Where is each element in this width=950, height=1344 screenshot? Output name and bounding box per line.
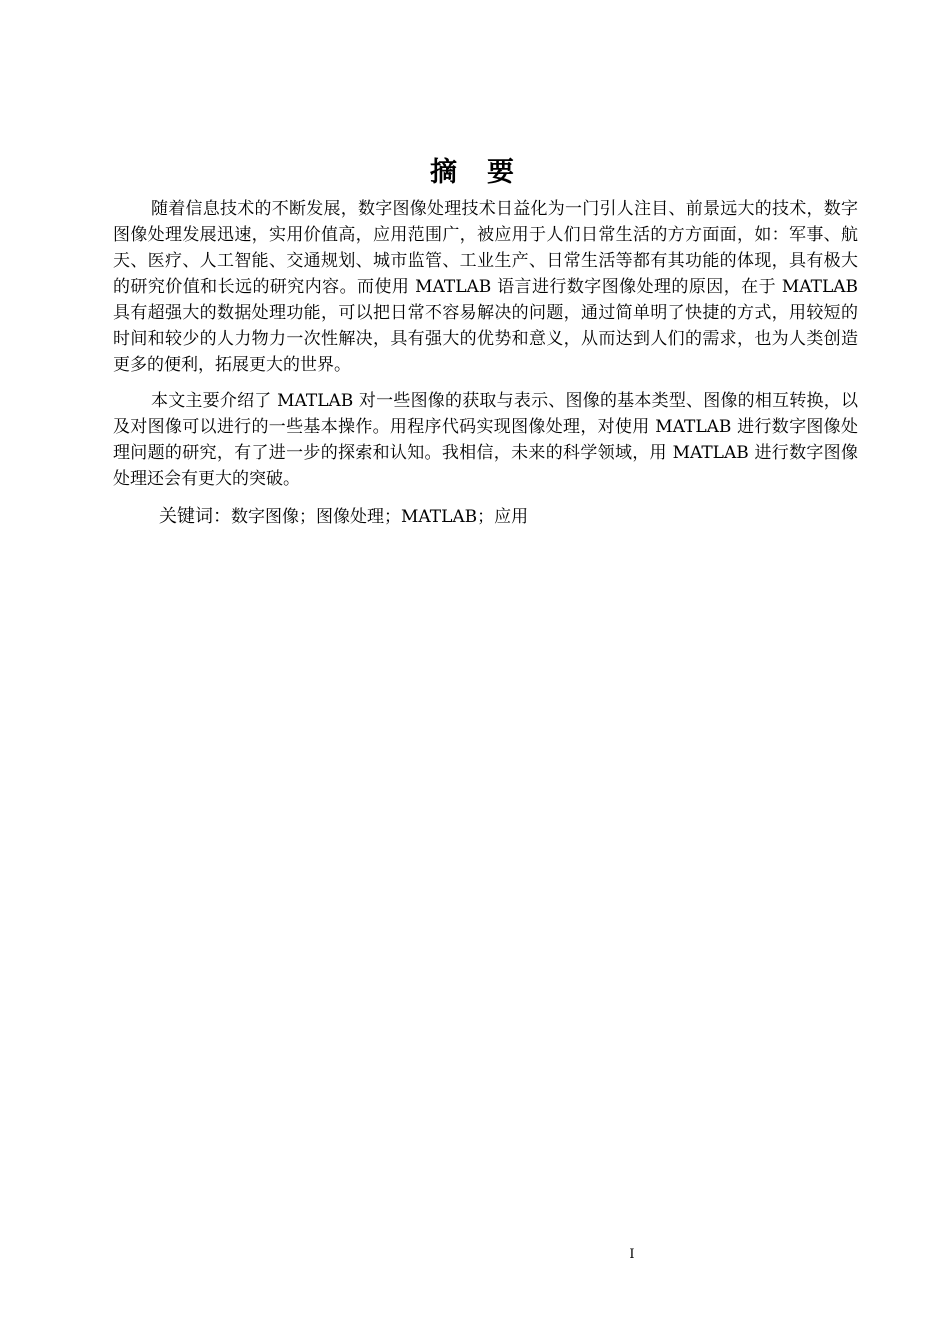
abstract-title: 摘要 <box>430 157 544 188</box>
abstract-paragraph-2: 本文主要介绍了 MATLAB 对一些图像的获取与表示、图像的基本类型、图像的相互转换，以及对图像可以进行的一些基本操作。用程序代码实现图像处理，对使用 MATLAB 进行数字图像处理问题的研究，有了进一步的探索和认知。我相信，未来的科学领域，用 MATLAB 进行数字图像处理还会有更大的突破。 <box>113 391 858 489</box>
abstract-paragraph-1: 随着信息技术的不断发展，数字图像处理技术日益化为一门引人注目、前景远大的技术，数字图像处理发展迅速，实用价值高，应用范围广，被应用于人们日常生活的方方面面，如：军事、航天、医疗、人工智能、交通规划、城市监管、工业生产、日常生活等都有其功能的体现，具有极大的研究价值和长远的研究内容。而使用 MATLAB 语言进行数字图像处理的原因，在于 MATLAB 具有超强大的数据处理功能，可以把日常不容易解决的问题，通过简单明了快捷的方式，用较短的时间和较少的人力物力一次性解决，具有强大的优势和意义，从而达到人们的需求，也为人类创造更多的便利，拓展更大的世界。 <box>113 199 858 375</box>
abstract-body <box>113 196 858 530</box>
page-number: I <box>629 1247 635 1262</box>
keywords-line <box>113 504 858 530</box>
keywords-text: 数字图像；图像处理；MATLAB；应用 <box>231 507 529 527</box>
keywords-label: 关键词： <box>159 506 231 527</box>
